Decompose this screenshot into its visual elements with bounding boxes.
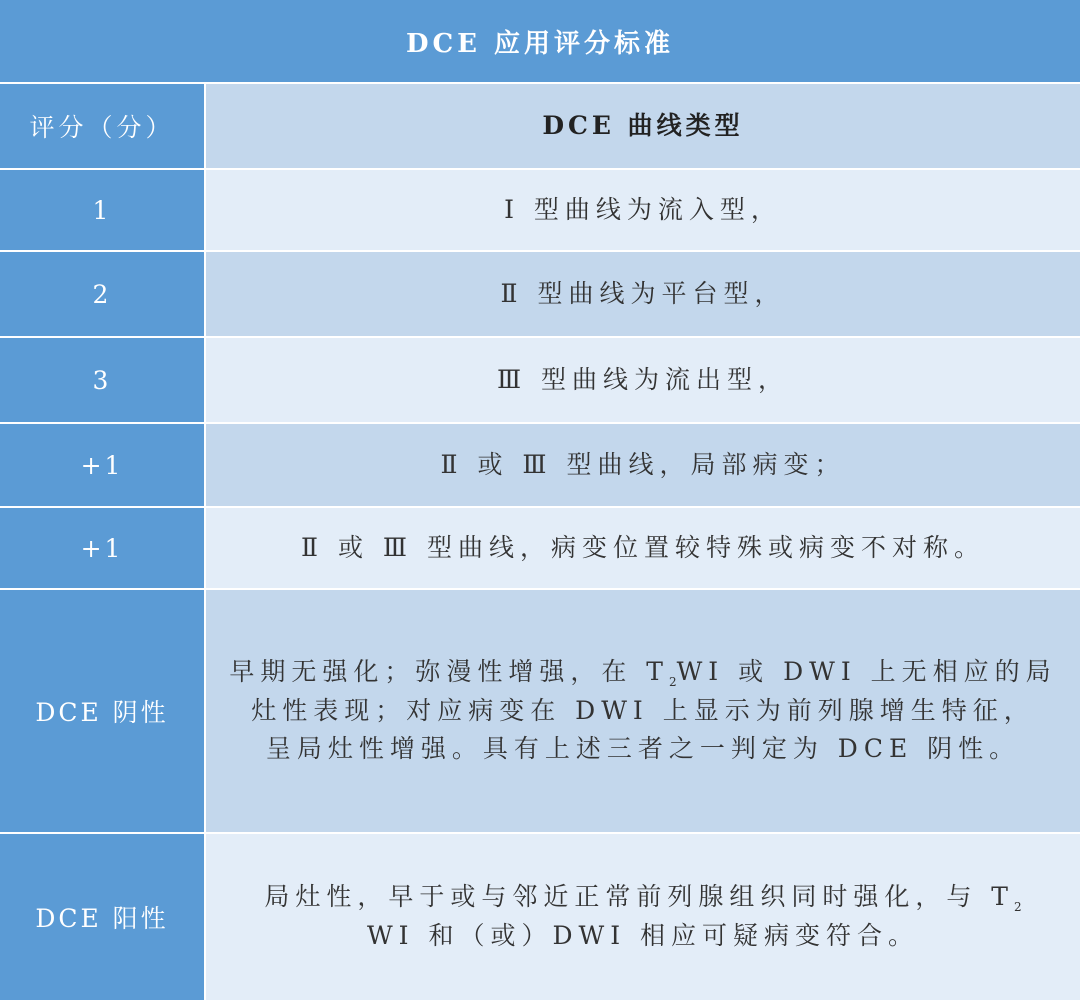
dce-negative-label: DCE 阴性 [0, 590, 206, 832]
dce-negative-line2: 灶性表现；对应病变在 DWI 上显示为前列腺增生特征， [251, 695, 1035, 725]
row-score: 3 [0, 338, 206, 422]
table-row [0, 170, 1080, 252]
row-description: Ⅱ 型曲线为平台型， [206, 252, 1080, 336]
table-row [0, 252, 1080, 338]
row-description: Ⅲ 型曲线为流出型， [206, 338, 1080, 422]
dce-positive-line2: WI 和（或）DWI 相应可疑病变符合。 [366, 921, 920, 950]
header-curve-type: DCE 曲线类型 [206, 84, 1080, 168]
table-header-row [0, 84, 1080, 170]
table-row [0, 338, 1080, 424]
row-score: 1 [0, 170, 206, 250]
dce-positive-line1: 局灶性，早于或与邻近正常前列腺组织同时强化，与 $T_2$ [264, 882, 1022, 915]
table-row [0, 424, 1080, 508]
row-description: Ⅰ 型曲线为流入型， [206, 170, 1080, 250]
row-score: +1 [0, 508, 206, 588]
table-row [0, 508, 1080, 590]
row-score: 2 [0, 252, 206, 336]
dce-positive-description [206, 834, 1080, 1000]
dce-negative-line3: 呈局灶性增强。具有上述三者之一判定为 DCE 阴性。 [265, 734, 1021, 764]
table-title: DCE 应用评分标准 [0, 0, 1080, 84]
dce-negative-description [206, 590, 1080, 832]
table-row-dce-negative [0, 590, 1080, 834]
dce-negative-line1: 早期无强化；弥漫性增强，在 $T_2WI$ 或 DWI 上无相应的局 [229, 656, 1057, 689]
row-description: Ⅱ 或 Ⅲ 型曲线，局部病变； [206, 424, 1080, 506]
header-score: 评分（分） [0, 84, 206, 168]
dce-positive-label: DCE 阳性 [0, 834, 206, 1000]
row-description: Ⅱ 或 Ⅲ 型曲线，病变位置较特殊或病变不对称。 [206, 508, 1080, 588]
row-score: +1 [0, 424, 206, 506]
table-row-dce-positive [0, 834, 1080, 1000]
